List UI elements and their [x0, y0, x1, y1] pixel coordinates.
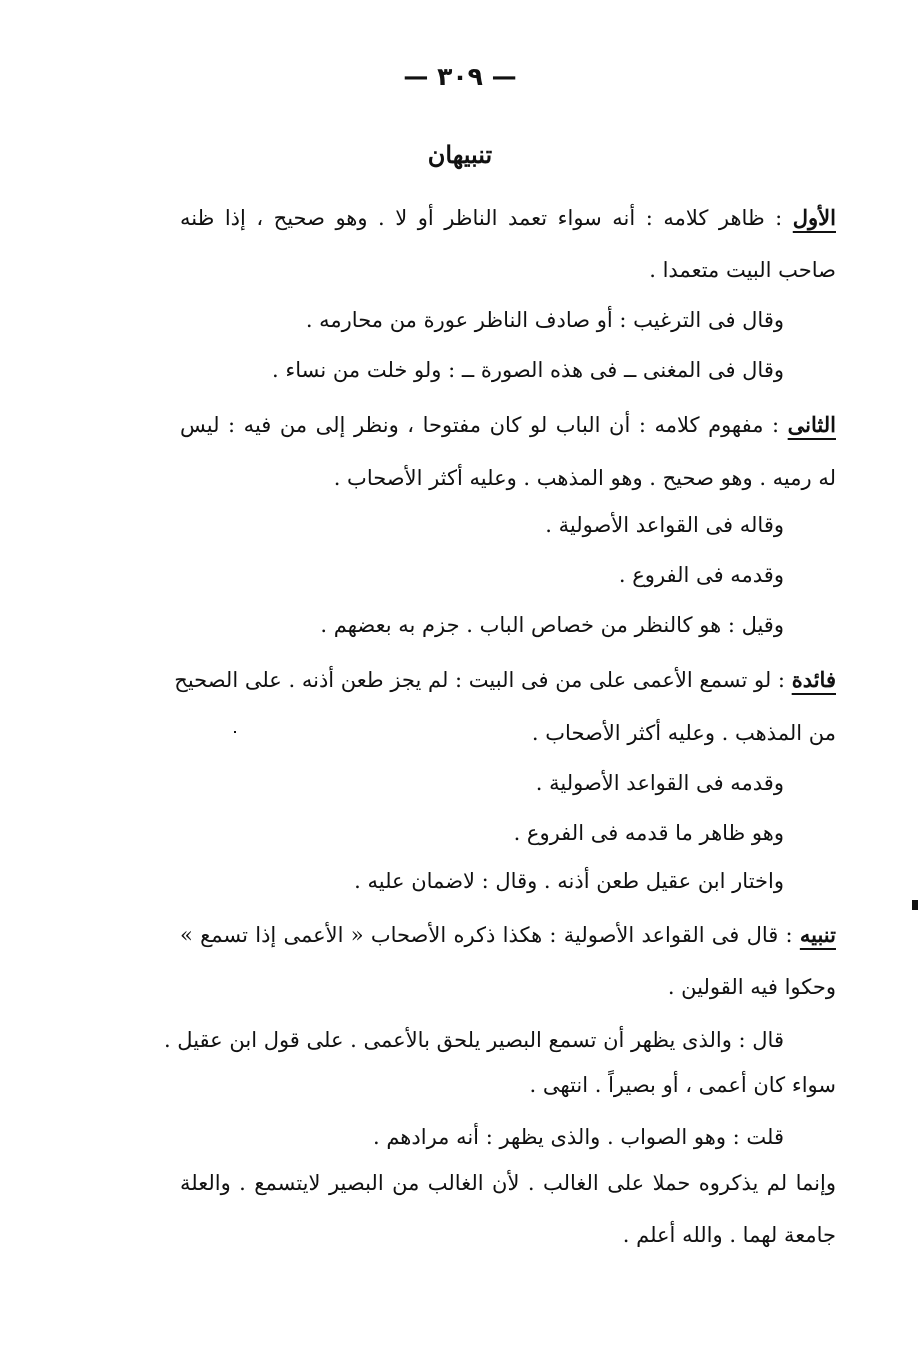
text-line	[180, 203, 836, 233]
text-line	[619, 560, 784, 590]
line-text: وحكوا فيه القولين .	[667, 975, 836, 999]
text-line	[545, 510, 784, 540]
text-line	[272, 355, 784, 385]
text-line	[532, 718, 836, 748]
line-text: وقيل : هو كالنظر من خصاص الباب . جزم به بعضهم .	[320, 613, 784, 637]
text-line	[320, 610, 784, 640]
line-label: الثانى	[787, 412, 836, 437]
line-text: وإنما لم يذكروه حملا على الغالب . لأن الغالب من البصير لايتسمع . والعلة	[180, 1171, 836, 1195]
text-line	[174, 665, 836, 695]
scan-dot	[234, 731, 236, 733]
text-line	[668, 972, 836, 1002]
page-number: — ٣٠٩ —	[403, 62, 517, 91]
text-line	[180, 410, 836, 440]
line-text: سواء كان أعمى ، أو بصيراً . انتهى .	[529, 1073, 836, 1097]
line-text: جامعة لهما . والله أعلم .	[622, 1223, 836, 1247]
text-line	[530, 1070, 837, 1100]
text-line	[180, 1168, 836, 1198]
text-line	[649, 255, 836, 285]
line-text: : ظاهر كلامه : أنه سواء تعمد الناظر أو لا . وهو صحيح ، إذا ظنه	[180, 206, 783, 230]
text-line	[354, 866, 784, 896]
line-text: وقاله فى القواعد الأصولية .	[545, 513, 784, 537]
text-line	[373, 1122, 784, 1152]
line-label: فائدة	[791, 667, 836, 692]
line-text: من المذهب . وعليه أكثر الأصحاب .	[531, 721, 836, 745]
line-text: له رميه . وهو صحيح . وهو المذهب . وعليه أكثر الأصحاب .	[333, 466, 836, 490]
line-text: صاحب البيت متعمدا .	[649, 258, 836, 282]
text-line	[334, 463, 836, 493]
scan-mark	[912, 900, 918, 910]
text-line	[514, 818, 784, 848]
text-line	[623, 1220, 836, 1250]
text-line	[536, 768, 784, 798]
line-text: وقال فى المغنى ــ فى هذه الصورة ــ : ولو خلت من نساء .	[272, 358, 784, 382]
line-text: : قال فى القواعد الأصولية : هكذا ذكره الأصحاب « الأعمى إذا تسمع »	[180, 923, 793, 947]
line-text: وقال فى الترغيب : أو صادف الناظر عورة من محارمه .	[305, 308, 784, 332]
text-line	[180, 920, 836, 950]
section-heading: تنبيهان	[427, 140, 493, 169]
line-text: واختار ابن عقيل طعن أذنه . وقال : لاضمان عليه .	[354, 869, 784, 893]
line-text: وقدمه فى القواعد الأصولية .	[535, 771, 784, 795]
line-label: تنبيه	[799, 922, 836, 947]
line-text: وقدمه فى الفروع .	[618, 563, 784, 587]
line-text: : لو تسمع الأعمى على من فى البيت : لم يجز طعن أذنه . على الصحيح	[174, 668, 785, 692]
line-label: الأول	[792, 205, 836, 230]
text-line	[164, 1025, 784, 1055]
line-text: : مفهوم كلامه : أن الباب لو كان مفتوحا ، ونظر إلى من فيه : ليس	[180, 413, 780, 437]
text-line	[306, 305, 784, 335]
line-text: وهو ظاهر ما قدمه فى الفروع .	[513, 821, 784, 845]
line-text: قلت : وهو الصواب . والذى يظهر : أنه مرادهم .	[372, 1125, 784, 1149]
line-text: قال : والذى يظهر أن تسمع البصير يلحق بالأعمى . على قول ابن عقيل .	[163, 1028, 784, 1052]
